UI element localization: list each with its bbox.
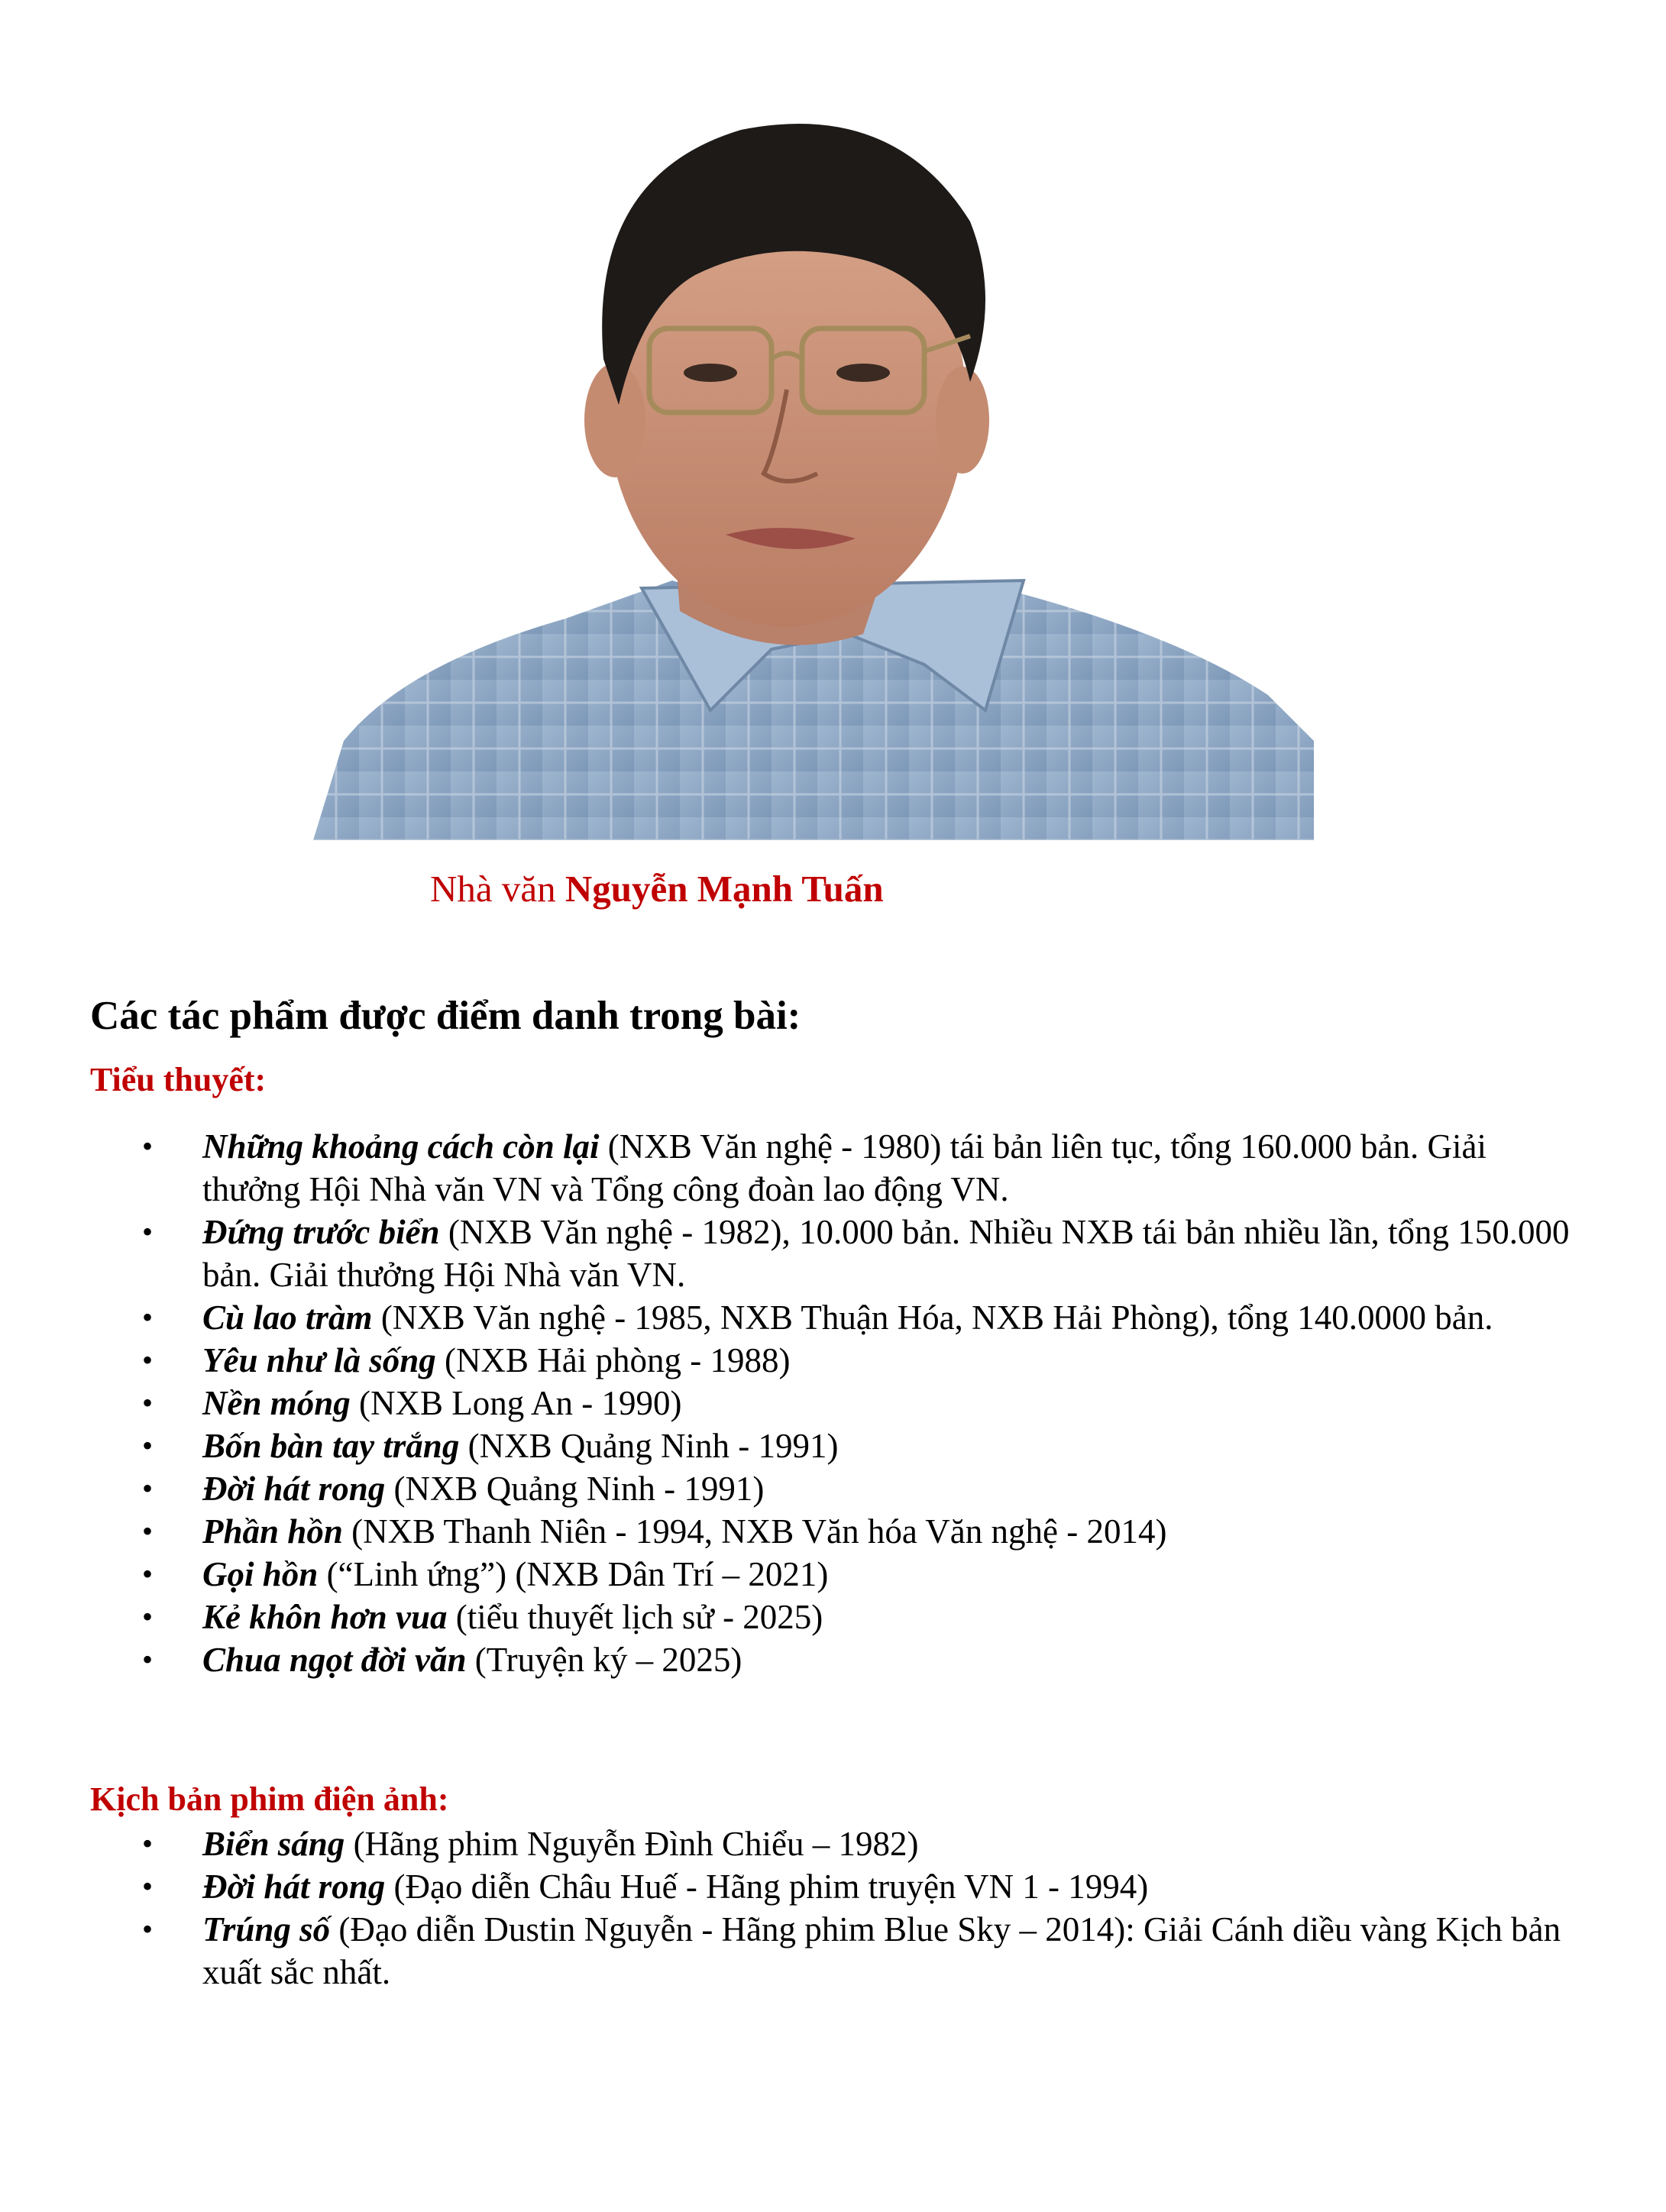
- list-item: [0, 1296, 1574, 1339]
- caption-prefix: Nhà văn: [430, 868, 565, 910]
- work-title: Cù lao tràm: [202, 1298, 373, 1337]
- bullet-icon: •: [142, 1428, 154, 1463]
- page-heading: Các tác phẩm được điểm danh trong bài:: [90, 994, 801, 1038]
- work-title: Đời hát rong: [202, 1868, 386, 1906]
- work-title: Trúng số: [202, 1910, 331, 1948]
- work-detail: (NXB Long An - 1990): [350, 1384, 682, 1422]
- author-portrait: [313, 84, 1314, 840]
- work-title: Kẻ khôn hơn vua: [202, 1598, 448, 1636]
- work-detail: (“Linh ứng”) (NXB Dân Trí – 2021): [318, 1555, 829, 1593]
- list-item: [0, 1596, 1574, 1638]
- novels-list: [0, 1125, 1574, 1681]
- work-detail: (NXB Văn nghệ - 1980) tái bản liên tục, tổng 160.000 bản. Giải thưởng Hội Nhà văn VN và Tổng công đoàn lao động VN.: [202, 1127, 1486, 1208]
- work-title: Đời hát rong: [202, 1470, 386, 1508]
- bullet-icon: •: [142, 1912, 154, 1946]
- work-title: Biển sáng: [202, 1825, 345, 1863]
- bullet-icon: •: [142, 1869, 154, 1903]
- author-name: Nguyễn Mạnh Tuấn: [564, 868, 884, 910]
- work-detail: (NXB Thanh Niên - 1994, NXB Văn hóa Văn nghệ - 2014): [342, 1512, 1167, 1551]
- work-title: Bốn bàn tay trắng: [202, 1427, 460, 1465]
- list-item: [0, 1865, 1574, 1908]
- portrait-image-icon: [313, 84, 1314, 840]
- list-item: [0, 1908, 1574, 1994]
- list-item: [0, 1382, 1574, 1425]
- work-detail: (NXB Hải phòng - 1988): [435, 1341, 791, 1379]
- section-title-novels: Tiểu thuyết:: [90, 1061, 267, 1098]
- work-title: Yêu như là sống: [202, 1341, 436, 1379]
- section-title-screenplays: Kịch bản phim điện ảnh:: [90, 1780, 449, 1818]
- work-title: Nền móng: [202, 1384, 351, 1422]
- work-title: Đứng trước biển: [202, 1213, 440, 1251]
- bullet-icon: •: [142, 1599, 154, 1634]
- work-title: Phần hồn: [202, 1512, 343, 1551]
- list-item: [0, 1638, 1574, 1681]
- work-title: Những khoảng cách còn lại: [202, 1127, 600, 1166]
- work-detail: (NXB Quảng Ninh - 1991): [459, 1427, 839, 1465]
- list-item: [0, 1467, 1574, 1510]
- bullet-icon: •: [142, 1514, 154, 1548]
- work-detail: (Hãng phim Nguyễn Đình Chiểu – 1982): [345, 1825, 919, 1863]
- list-item: [0, 1211, 1574, 1296]
- list-item: [0, 1425, 1574, 1467]
- bullet-icon: •: [142, 1214, 154, 1249]
- list-item: [0, 1553, 1574, 1596]
- work-detail: (Đạo diễn Dustin Nguyễn - Hãng phim Blue Sky – 2014): Giải Cánh diều vàng Kịch bản xuất sắc nhất.: [202, 1910, 1561, 1991]
- bullet-icon: •: [142, 1386, 154, 1420]
- bullet-icon: •: [142, 1826, 154, 1861]
- work-title: Gọi hồn: [202, 1555, 319, 1593]
- work-title: Chua ngọt đời văn: [202, 1641, 467, 1679]
- list-item: [0, 1510, 1574, 1553]
- work-detail: (NXB Quảng Ninh - 1991): [385, 1470, 765, 1508]
- work-detail: (NXB Văn nghệ - 1985, NXB Thuận Hóa, NXB Hải Phòng), tổng 140.0000 bản.: [372, 1298, 1493, 1337]
- photo-caption: [430, 867, 884, 910]
- work-detail: (Truyện ký – 2025): [466, 1641, 742, 1679]
- list-item: [0, 1339, 1574, 1382]
- screenplays-list: [0, 1822, 1574, 1994]
- bullet-icon: •: [142, 1557, 154, 1591]
- work-detail: (NXB Văn nghệ - 1982), 10.000 bản. Nhiều NXB tái bản nhiều lần, tổng 150.000 bản. Giải thưởng Hội Nhà văn VN.: [202, 1213, 1570, 1294]
- work-detail: (Đạo diễn Châu Huế - Hãng phim truyện VN 1 - 1994): [385, 1868, 1149, 1906]
- list-item: [0, 1125, 1574, 1211]
- bullet-icon: •: [142, 1343, 154, 1377]
- bullet-icon: •: [142, 1471, 154, 1505]
- bullet-icon: •: [142, 1642, 154, 1677]
- bullet-icon: •: [142, 1300, 154, 1334]
- bullet-icon: •: [142, 1129, 154, 1163]
- work-detail: (tiểu thuyết lịch sử - 2025): [447, 1598, 823, 1636]
- list-item: [0, 1822, 1574, 1865]
